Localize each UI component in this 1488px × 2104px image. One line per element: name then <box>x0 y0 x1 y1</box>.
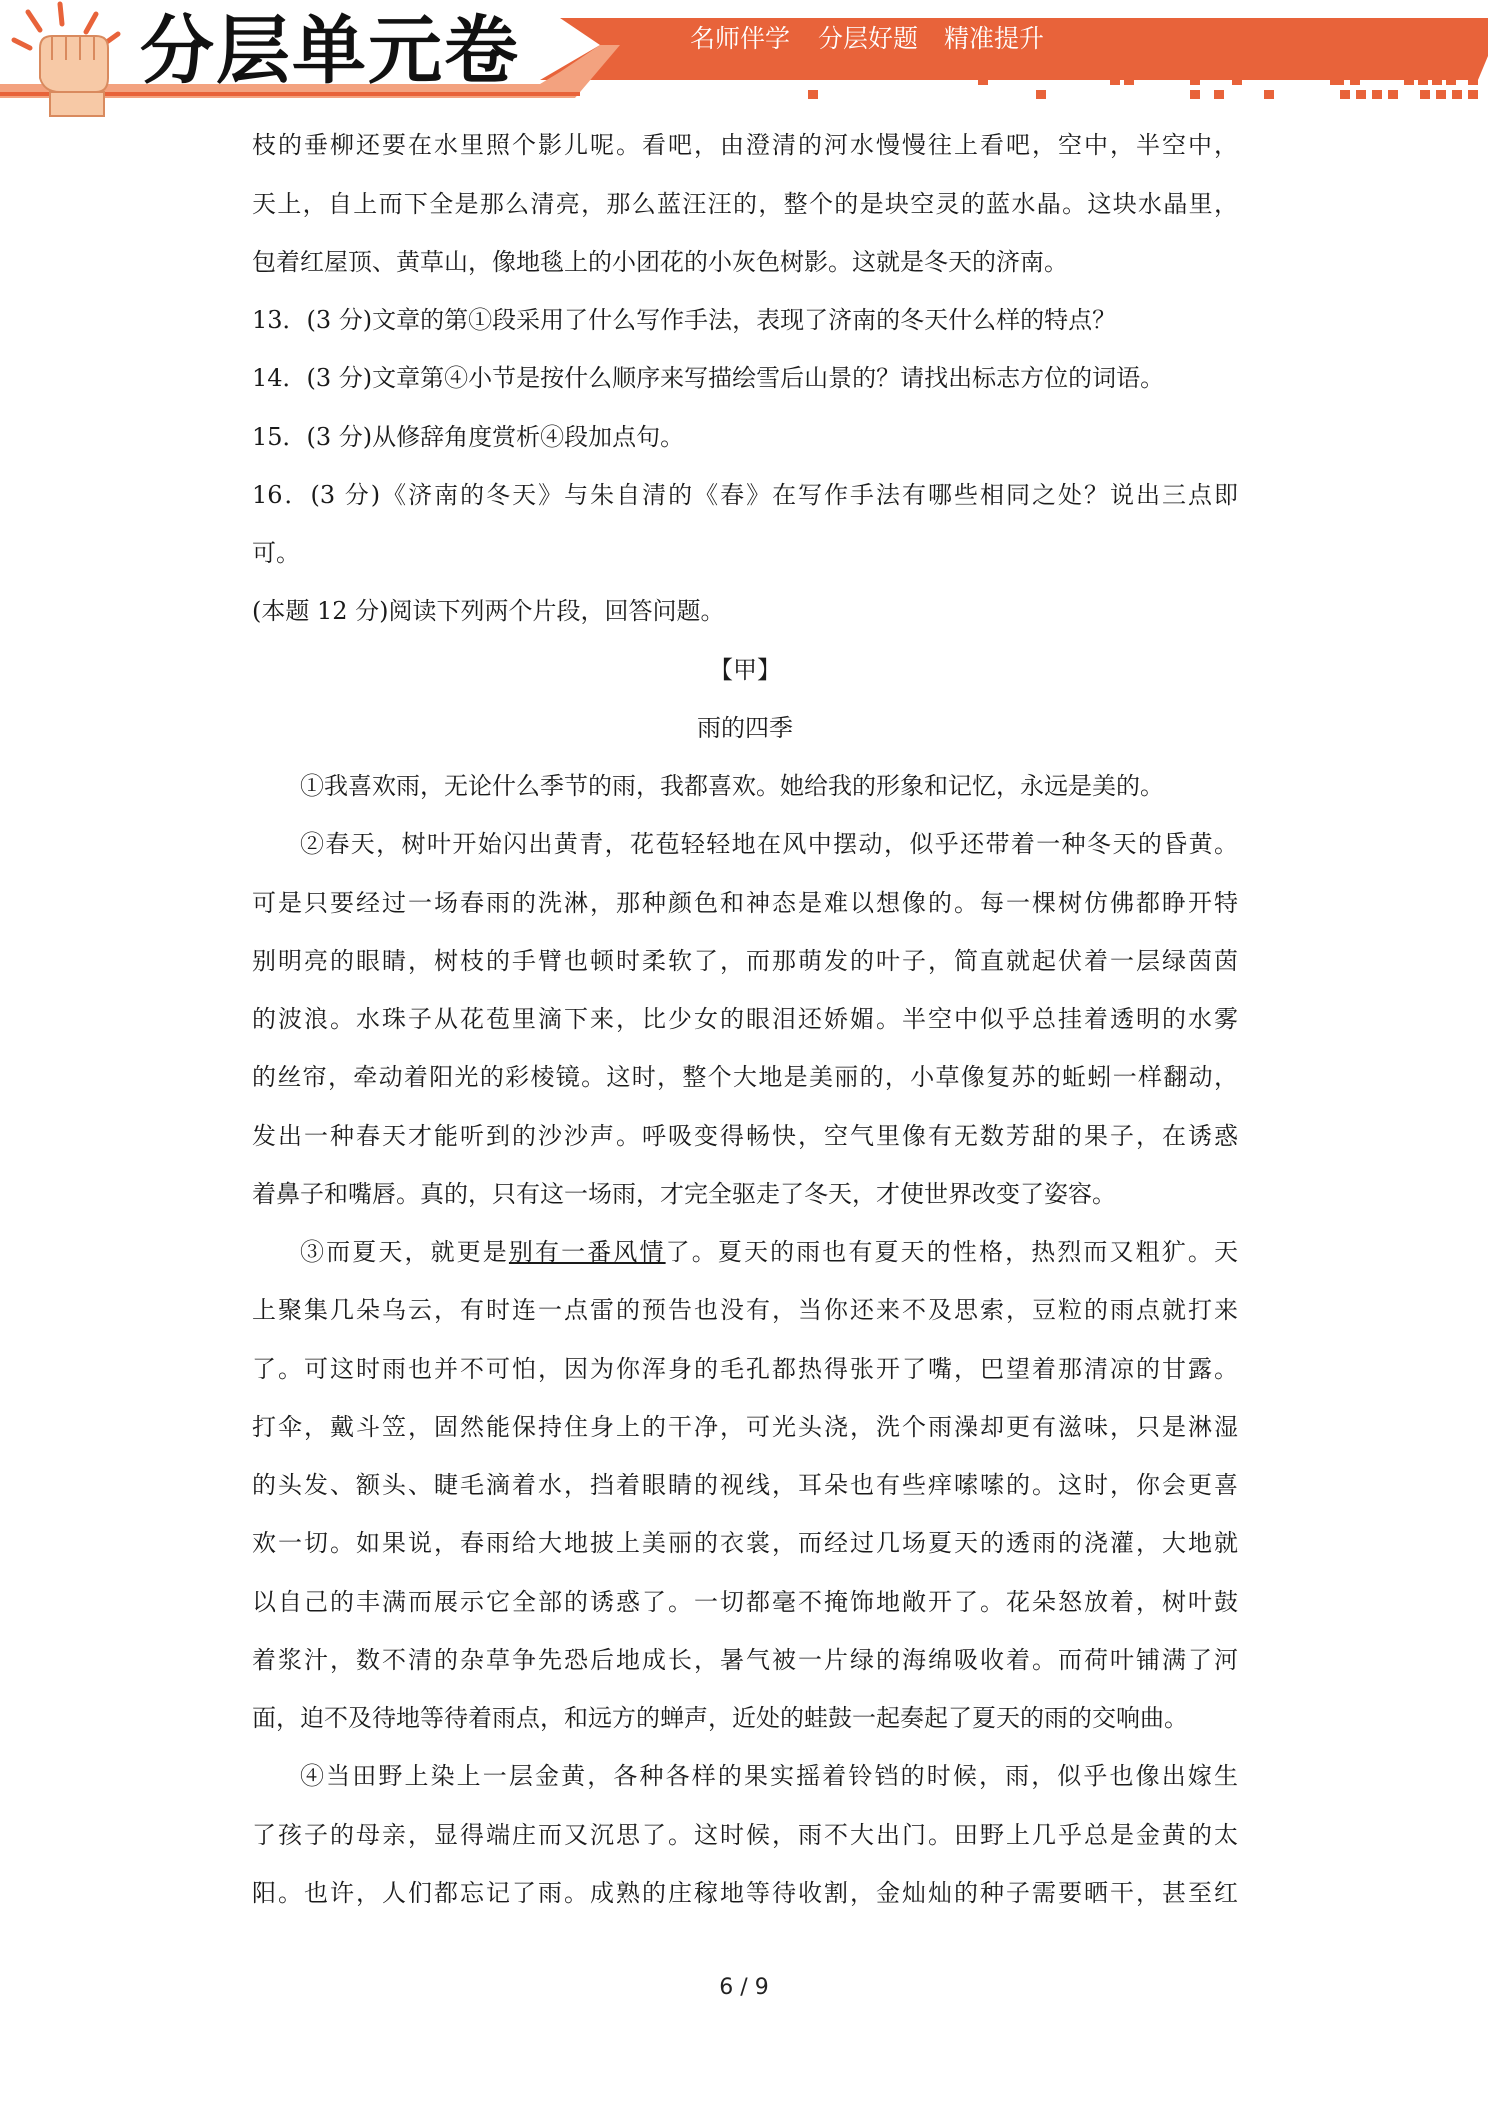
paragraph-4-line: 阳。也许，人们都忘记了雨。成熟的庄稼地等待收割，金灿灿的种子需要晒干，甚至红 <box>252 1879 1238 1907</box>
question-15: 15．(3 分)从修辞角度赏析④段加点句。 <box>252 423 685 451</box>
question-14: 14．(3 分)文章第④小节是按什么顺序来写描绘雪后山景的？请找出标志方位的词语。 <box>252 364 1165 392</box>
slogan-1: 名师伴学 <box>690 24 791 53</box>
page-header <box>0 0 1488 120</box>
paragraph-2-line: 的波浪。水珠子从花苞里滴下来，比少女的眼泪还娇媚。半空中似乎总挂着透明的水雾 <box>252 1005 1238 1033</box>
paragraph-3-line: 欢一切。如果说，春雨给大地披上美丽的衣裳，而经过几场夏天的透雨的浇灌，大地就 <box>252 1529 1238 1557</box>
paragraph-2-line: 着鼻子和嘴唇。真的，只有这一场雨，才完全驱走了冬天，才使世界改变了姿容。 <box>252 1180 1116 1208</box>
paragraph-2-line: ②春天，树叶开始闪出黄青，花苞轻轻地在风中摆动，似乎还带着一种冬天的昏黄。 <box>300 830 1238 858</box>
slogan-3: 精准提升 <box>944 24 1045 53</box>
fist-logo-icon <box>14 4 118 116</box>
paragraph-3-line: 打伞，戴斗笠，固然能保持住身上的干净，可光头浇，洗个雨澡却更有滋味，只是淋湿 <box>252 1413 1238 1441</box>
paragraph-3-text: 了。夏天的雨也有夏天的性格，热烈而又粗犷。天 <box>665 1238 1239 1266</box>
paragraph-3-line: 的头发、额头、睫毛滴着水，挡着眼睛的视线，耳朵也有些痒嗦嗦的。这时，你会更喜 <box>252 1471 1238 1499</box>
underlined-phrase: 别有一番风情 <box>508 1238 666 1266</box>
paragraph-3-line: 了。可这时雨也并不可怕，因为你浑身的毛孔都热得张开了嘴，巴望着那清凉的甘露。 <box>252 1355 1238 1383</box>
essay-title: 雨的四季 <box>697 714 793 742</box>
slogan-2: 分层好题 <box>818 24 919 53</box>
section-label: 【甲】 <box>709 656 781 684</box>
page-number: 6 / 9 <box>719 1975 769 2000</box>
text-line: 枝的垂柳还要在水里照个影儿呢。看吧，由澄清的河水慢慢往上看吧，空中，半空中， <box>252 131 1238 159</box>
reading-intro: (本题 12 分)阅读下列两个片段，回答问题。 <box>252 597 725 625</box>
paragraph-3-line: 以自己的丰满而展示它全部的诱惑了。一切都毫不掩饰地敞开了。花朵怒放着，树叶鼓 <box>252 1588 1238 1616</box>
text-line: 天上，自上而下全是那么清亮，那么蓝汪汪的，整个的是块空灵的蓝水晶。这块水晶里， <box>252 190 1238 218</box>
text-line: 包着红屋顶、黄草山，像地毯上的小团花的小灰色树影。这就是冬天的济南。 <box>252 248 1068 276</box>
paragraph-3-text: ③而夏天，就更是 <box>300 1238 509 1266</box>
paragraph-2-line: 发出一种春天才能听到的沙沙声。呼吸变得畅快，空气里像有无数芳甜的果子，在诱惑 <box>252 1122 1238 1150</box>
paragraph-3-line: 上聚集几朵乌云，有时连一点雷的预告也没有，当你还来不及思索，豆粒的雨点就打来 <box>252 1296 1238 1324</box>
paragraph-1: ①我喜欢雨，无论什么季节的雨，我都喜欢。她给我的形象和记忆，永远是美的。 <box>300 772 1164 800</box>
question-16: 16．(3 分)《济南的冬天》与朱自清的《春》在写作手法有哪些相同之处？说出三点即 <box>252 481 1238 509</box>
question-13: 13．(3 分)文章的第①段采用了什么写作手法，表现了济南的冬天什么样的特点？ <box>252 306 1117 334</box>
paragraph-2-line: 的丝帘，牵动着阳光的彩棱镜。这时，整个大地是美丽的，小草像复苏的蚯蚓一样翻动， <box>252 1063 1238 1091</box>
paragraph-4-line: ④当田野上染上一层金黄，各种各样的果实摇着铃铛的时候，雨，似乎也像出嫁生 <box>300 1762 1238 1790</box>
paragraph-3-first-line <box>300 1236 1238 1268</box>
question-16-cont: 可。 <box>252 539 300 567</box>
paragraph-3-line: 面，迫不及待地等待着雨点，和远方的蝉声，近处的蛙鼓一起奏起了夏天的雨的交响曲。 <box>252 1704 1188 1732</box>
paragraph-3-line: 着浆汁，数不清的杂草争先恐后地成长，暑气被一片绿的海绵吸收着。而荷叶铺满了河 <box>252 1646 1238 1674</box>
brand-title: 分层单元卷 <box>140 8 520 94</box>
paragraph-2-line: 可是只要经过一场春雨的洗淋，那种颜色和神态是难以想像的。每一棵树仿佛都睁开特 <box>252 889 1238 917</box>
paragraph-4-line: 了孩子的母亲，显得端庄而又沉思了。这时候，雨不大出门。田野上几乎总是金黄的太 <box>252 1821 1238 1849</box>
paragraph-2-line: 别明亮的眼睛，树枝的手臂也顿时柔软了，而那萌发的叶子，简直就起伏着一层绿茵茵 <box>252 947 1238 975</box>
